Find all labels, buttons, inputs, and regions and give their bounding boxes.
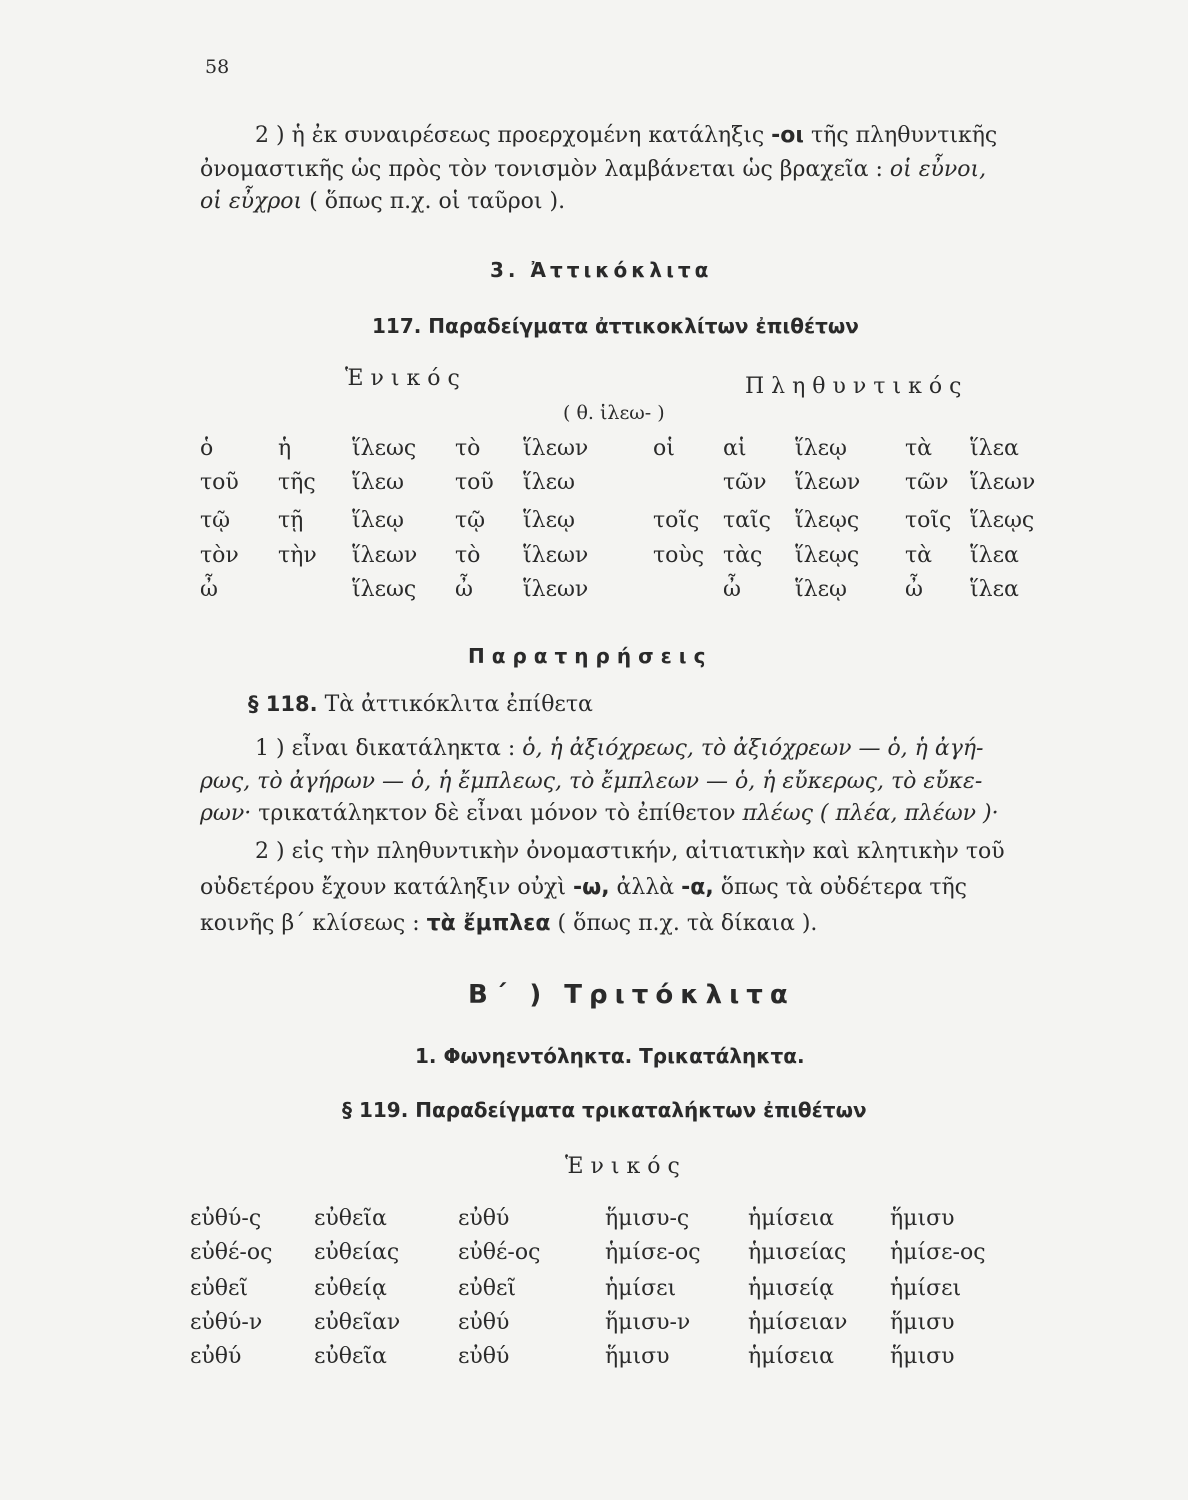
attic-cell: τὸ (455, 543, 481, 568)
attic-cell: ἵλεων (795, 470, 861, 495)
page-number: 58 (205, 56, 230, 78)
section-3-heading: 3. Ἀττικόκλιτα (490, 258, 713, 282)
attic-stem-note: ( θ. ἱλεω- ) (563, 402, 665, 424)
s118-ending-omega: -ω, (572, 875, 610, 900)
third-table-cell: ἡμίσε-ος (890, 1240, 986, 1265)
third-table-cell: ἥμισυ-ν (605, 1310, 691, 1335)
intro-line-3-example: οἱ εὖχροι (200, 189, 303, 214)
third-table-cell: εὐθέ-ος (190, 1240, 273, 1265)
third-table-cell: ἡμισείᾳ (748, 1276, 835, 1301)
third-table-cell: εὐθύ (458, 1206, 510, 1231)
attic-cell: ἵλεῳ (523, 508, 575, 533)
third-table-cell: ἡμισείας (748, 1240, 847, 1265)
subsection-1-heading: 1. Φωνηεντόληκτα. Τρικατάληκτα. (415, 1044, 805, 1068)
section-117-heading: 117. Παραδείγματα ἀττικοκλίτων ἐπιθέτων (372, 314, 859, 338)
attic-cell: ἵλεων (970, 470, 1036, 495)
s118-example-bold: τὰ ἔμπλεα (426, 911, 551, 936)
third-table-cell: ἡμίσει (605, 1276, 677, 1301)
attic-cell: ὁ (200, 436, 214, 461)
attic-cell: τῇ (278, 508, 304, 533)
attic-cell: τὰ (905, 543, 933, 568)
third-table-cell: εὐθείας (314, 1240, 400, 1265)
attic-cell: ἵλεα (970, 577, 1019, 602)
attic-cell: τῷ (455, 508, 486, 533)
attic-cell: τὰ (905, 436, 933, 461)
attic-cell: ἵλεων (352, 543, 418, 568)
attic-cell: ὦ (200, 577, 218, 602)
third-table-cell: εὐθεῖ (190, 1276, 249, 1301)
s118-item1-line1 (255, 733, 983, 765)
intro-ending-bold: -οι (771, 123, 804, 148)
section-118-title-text: Τὰ ἀττικόκλιτα ἐπίθετα (317, 692, 593, 717)
s118-item2-mid: ἀλλὰ (609, 875, 682, 900)
attic-cell: ὦ (455, 577, 473, 602)
section-119-heading: § 119. Παραδείγματα τρικαταλήκτων ἐπιθέτων (342, 1098, 867, 1122)
attic-cell: τῆς (278, 470, 316, 495)
attic-cell: ὦ (905, 577, 923, 602)
third-table-cell: ἥμισυ (890, 1206, 955, 1231)
s118-item2-line3-suffix: ( ὅπως π.χ. τὰ δίκαια ). (550, 911, 818, 936)
attic-cell: ἡ (278, 436, 292, 461)
third-table-cell: ἡμίσεια (748, 1206, 835, 1231)
third-table-cell: ἡμίσει (890, 1276, 962, 1301)
s118-item2-line1: 2 ) εἰς τὴν πληθυντικὴν ὀνομαστικήν, αἰτιατικὴν καὶ κλητικὴν τοῦ (255, 839, 1005, 864)
observations-heading: Παρατηρήσεις (468, 644, 713, 668)
attic-cell: τῶν (723, 470, 767, 495)
third-table-cell: εὐθύ-ς (190, 1206, 262, 1231)
attic-cell: ἵλεα (970, 436, 1019, 461)
attic-cell: ἵλεω (352, 470, 404, 495)
attic-cell: ἵλεῳ (795, 436, 847, 461)
s118-item1-prefix: 1 ) εἶναι δικατάληκτα : (255, 736, 523, 761)
intro-line-1-suffix: τῆς πληθυντικῆς (803, 123, 998, 148)
attic-plural-label: Πληθυντικός (745, 374, 969, 399)
attic-cell: ἵλεων (523, 436, 589, 461)
s118-item1-line2: ρως, τὸ ἀγήρων — ὁ, ἡ ἔμπλεως, τὸ ἔμπλεων — ὁ, ἡ εὔκερως, τὸ εὔκε- (200, 769, 983, 794)
attic-cell: ἵλεῳς (970, 508, 1035, 533)
third-table-cell: εὐθύ-ν (190, 1310, 263, 1335)
s118-item1-examples: ὁ, ἡ ἀξιόχρεως, τὸ ἀξιόχρεων — ὁ, ἡ ἀγή- (522, 736, 984, 761)
third-table-cell: εὐθεῖ (458, 1276, 517, 1301)
third-table-cell: ἥμισυ (890, 1310, 955, 1335)
third-table-cell: εὐθύ (458, 1344, 510, 1369)
intro-line-2-text: ὀνομαστικῆς ὡς πρὸς τὸν τονισμὸν λαμβάνεται ὡς βραχεῖα : (200, 157, 890, 182)
s118-item1-line3-example: ρων· (200, 801, 252, 826)
attic-cell: οἱ (653, 436, 675, 461)
intro-line-1-text: 2 ) ἡ ἐκ συναιρέσεως προερχομένη κατάληξις (255, 123, 772, 148)
third-table-cell: ἡμίσειαν (748, 1310, 848, 1335)
s118-item2-line3-prefix: κοινῆς β΄ κλίσεως : (200, 911, 427, 936)
attic-cell: ἵλεω (523, 470, 575, 495)
attic-cell: ἵλεῳ (795, 577, 847, 602)
intro-line-2-example: οἱ εὖνοι, (889, 157, 987, 182)
attic-cell: τὸν (200, 543, 239, 568)
attic-cell: τῶν (905, 470, 949, 495)
third-table-cell: εὐθεῖα (314, 1206, 387, 1231)
attic-cell: ἵλεως (352, 577, 417, 602)
attic-cell: ἵλεων (523, 543, 589, 568)
intro-line-3 (200, 186, 565, 218)
attic-cell: ταῖς (723, 508, 771, 533)
attic-cell: τὴν (278, 543, 317, 568)
attic-cell: ὦ (723, 577, 741, 602)
section-b-heading: Β΄ ) Τριτόκλιτα (468, 980, 795, 1010)
third-table-cell: ἡμίσε-ος (605, 1240, 701, 1265)
section-118-title (248, 688, 593, 721)
attic-cell: ἵλεῳς (795, 508, 860, 533)
attic-cell: ἵλεα (970, 543, 1019, 568)
attic-cell: ἵλεως (352, 436, 417, 461)
attic-cell: τοὺς (653, 543, 705, 568)
attic-cell: τοῦ (455, 470, 494, 495)
third-table-cell: εὐθέ-ος (458, 1240, 541, 1265)
attic-cell: τὰς (723, 543, 763, 568)
third-table-cell: εὐθείᾳ (314, 1276, 387, 1301)
intro-line-1 (255, 120, 997, 152)
attic-cell: τοῖς (653, 508, 700, 533)
third-table-cell: εὐθεῖαν (314, 1310, 401, 1335)
third-singular-label: Ἑνικός (565, 1154, 687, 1179)
s118-item1-line3-final: πλέως ( πλέα, πλέων )· (742, 801, 999, 826)
s118-item2-line2 (200, 872, 967, 904)
third-table-cell: εὐθύ (458, 1310, 510, 1335)
attic-cell: τῷ (200, 508, 231, 533)
s118-ending-alpha: -α, (681, 875, 714, 900)
s118-item2-prefix: οὐδετέρου ἔχουν κατάληξιν οὐχὶ (200, 875, 573, 900)
attic-cell: ἵλεων (523, 577, 589, 602)
attic-cell: τοῦ (200, 470, 239, 495)
third-table-cell: ἥμισυ (890, 1344, 955, 1369)
s118-item2-suffix: ὅπως τὰ οὐδέτερα τῆς (713, 875, 968, 900)
third-table-cell: ἥμισυ-ς (605, 1206, 690, 1231)
third-table-cell: ἥμισυ (605, 1344, 670, 1369)
intro-line-3-text: ( ὅπως π.χ. οἱ ταῦροι ). (302, 189, 566, 214)
attic-cell: τὸ (455, 436, 481, 461)
s118-item2-line3 (200, 908, 817, 940)
attic-cell: ἵλεῳ (352, 508, 404, 533)
attic-cell: τοῖς (905, 508, 952, 533)
third-table-cell: εὐθύ (190, 1344, 242, 1369)
attic-singular-label: Ἑνικός (345, 366, 467, 391)
section-118-number: § 118. (248, 692, 318, 716)
s118-item1-line3-text: τρικατάληκτον δὲ εἶναι μόνον τὸ ἐπίθετον (251, 801, 743, 826)
intro-line-2 (200, 154, 986, 186)
attic-cell: ἵλεῳς (795, 543, 860, 568)
s118-item1-line3 (200, 798, 999, 830)
third-table-cell: ἡμίσεια (748, 1344, 835, 1369)
attic-cell: αἱ (723, 436, 747, 461)
third-table-cell: εὐθεῖα (314, 1344, 387, 1369)
